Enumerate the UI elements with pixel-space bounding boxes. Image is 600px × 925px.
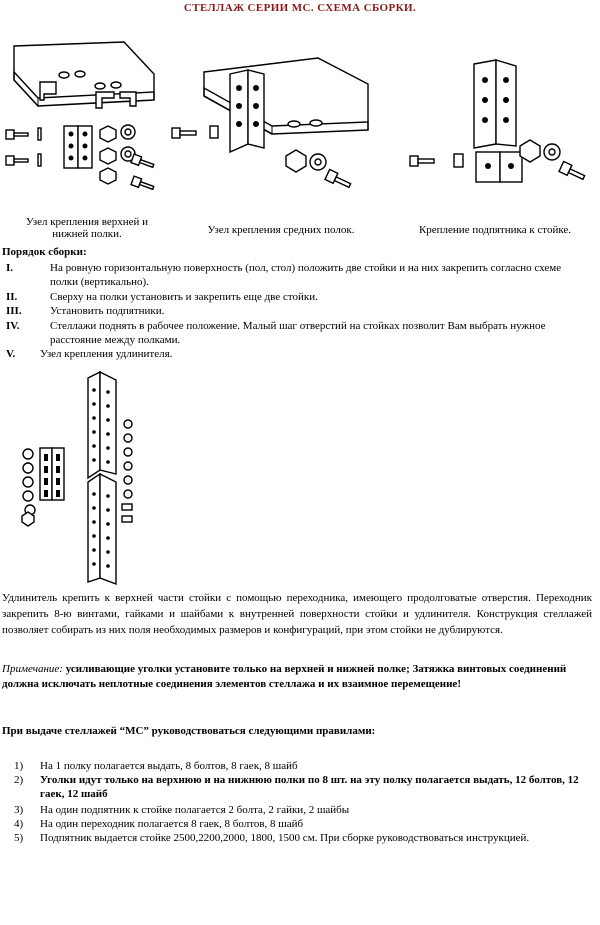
page-title: СТЕЛЛАЖ СЕРИИ МС. СХЕМА СБОРКИ. (183, 2, 417, 14)
step-number: II. (6, 291, 18, 303)
rule-text: На один подпятник к стойке полагается 2 болта, 2 гайки, 2 шайбы (40, 804, 350, 816)
rule-number: 1) (14, 760, 24, 772)
order-step (4, 319, 594, 347)
rule-number: 2) (14, 774, 24, 786)
step-text: На ровную горизонтальную поверхность (пол, стол) положить две стойки и на них закрепить согласно схеме полки (вертикально). (50, 262, 562, 288)
figure-caption-foot: Крепление подпятника к стойке. (418, 224, 572, 236)
note-text: усиливающие уголки установите только на верхней и нижней полке; Затяжка винтовых соединений должна исключать неплотные соединения элементов стеллажа и их взаимное перемещение! (2, 663, 567, 690)
figure-extension-joint (18, 370, 168, 590)
order-step (4, 290, 594, 304)
note-label: Примечание: (2, 663, 63, 675)
rule-item (14, 773, 589, 801)
extension-description: Удлинитель крепить к верхней части стойки с помощью переходника, имеющего продолговатые отверстия. Переходник закрепить 8-ю винтами, гайками и шайбами к внутренней поверхности стойки и удлинителя. Конструкция стеллажей позволяет собирать из них поля необходимых размеров и конфигураций, при этом стойки не дублируются. (2, 592, 592, 636)
figure-caption-top-bottom: Узел крепления верхней и нижней полки. (25, 216, 149, 240)
step-text: Узел крепления удлинителя. (40, 348, 173, 360)
step-number: V. (6, 348, 16, 360)
rule-number: 5) (14, 832, 24, 844)
step-text: Установить подпятники. (50, 305, 165, 317)
figure-foot-to-post (404, 56, 594, 216)
figure-caption-middle: Узел крепления средних полок. (207, 224, 355, 236)
note-block (2, 662, 594, 692)
rule-item (14, 759, 589, 773)
rule-text: Уголки идут только на верхнюю и на нижнюю полки по 8 шт. на эту полку полагается выдать, 12 болтов, 12 гаек, 12 шайб (40, 774, 579, 800)
figure-top-bottom-shelf-joint (4, 34, 164, 214)
rules-heading: При выдаче стеллажей “МС” руководствоваться следующими правилами: (2, 725, 376, 737)
step-text: Стеллажи поднять в рабочее положение. Малый шаг отверстий на стойках позволит Вам выбрать нужное расстояние между полками. (50, 320, 546, 346)
rule-item (14, 817, 589, 831)
step-number: I. (6, 262, 14, 274)
order-step (4, 261, 594, 289)
step-text: Сверху на полки установить и закрепить еще две стойки. (50, 291, 318, 303)
order-step (4, 347, 594, 361)
order-step (4, 304, 594, 318)
rule-number: 3) (14, 804, 24, 816)
step-number: III. (6, 305, 22, 317)
rule-item (14, 803, 589, 817)
figure-middle-shelf-joint (168, 44, 398, 214)
rule-number: 4) (14, 818, 24, 830)
rule-text: На 1 полку полагается выдать, 8 болтов, 8 гаек, 8 шайб (40, 760, 298, 772)
step-number: IV. (6, 320, 20, 332)
order-heading: Порядок сборки: (2, 246, 87, 258)
rule-item (14, 831, 589, 859)
rule-text: На один переходник полагается 8 гаек, 8 болтов, 8 шайб (40, 818, 304, 830)
rule-text: Подпятник выдается стойке 2500,2200,2000, 1800, 1500 см. При сборке руководствоваться инструкцией. (40, 832, 530, 844)
